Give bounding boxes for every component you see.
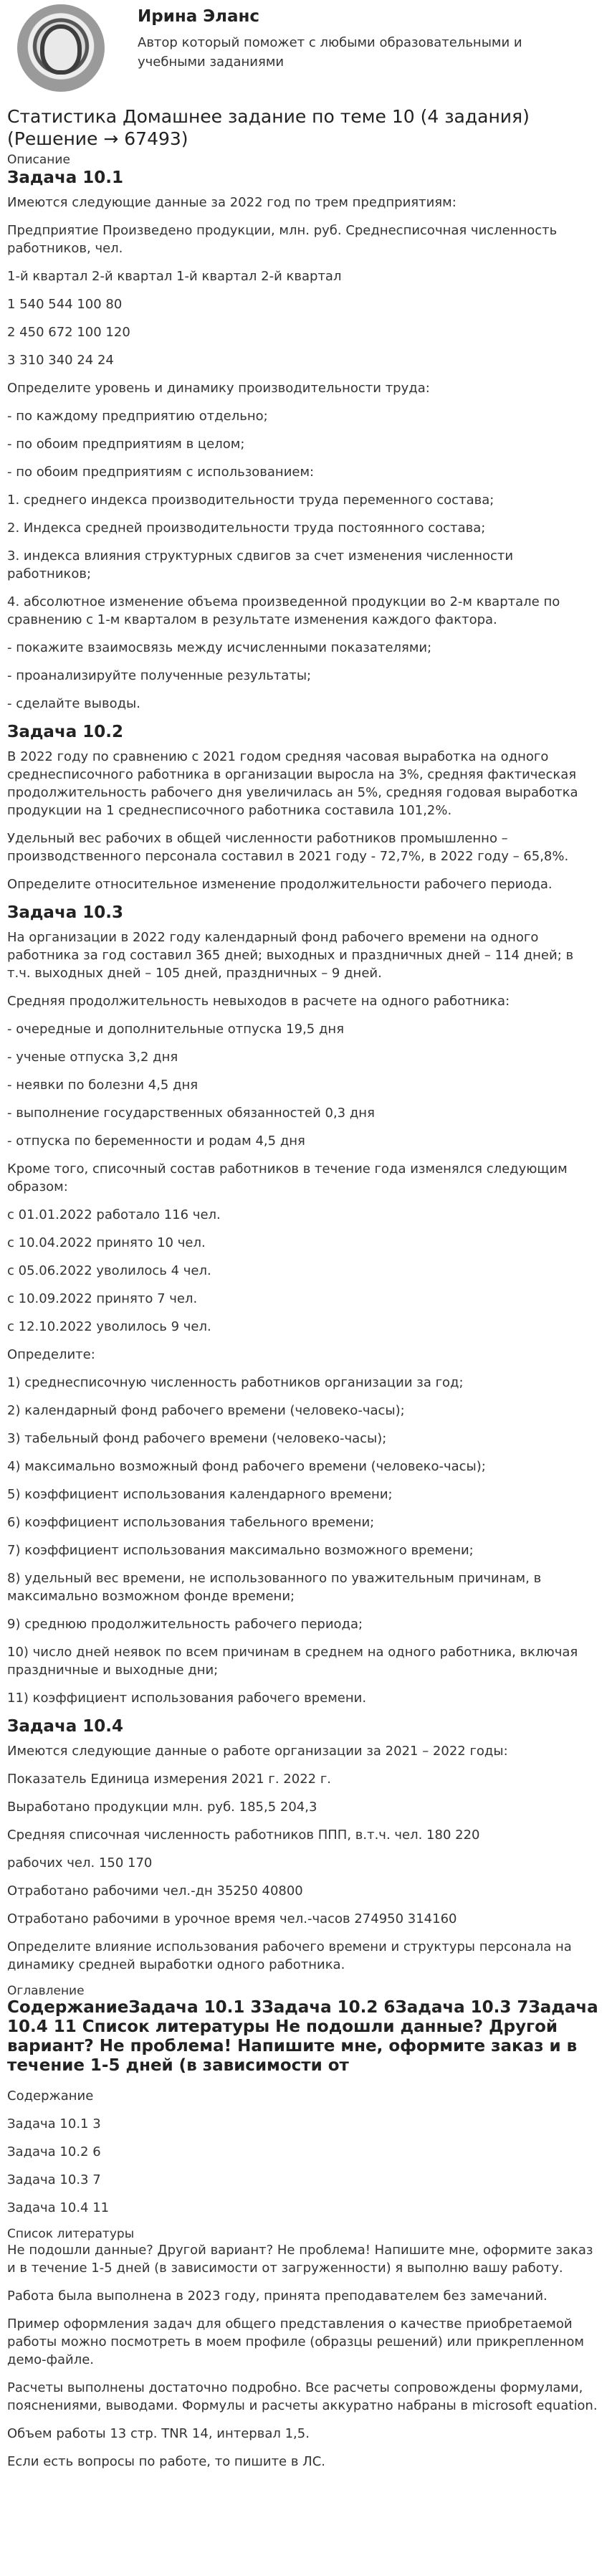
task-paragraph: - по каждому предприятию отдельно; <box>7 409 268 424</box>
task-paragraph: Отработано рабочими чел.-дн 35250 40800 <box>7 1883 303 1898</box>
task-paragraph: 2 450 672 100 120 <box>7 325 130 340</box>
task-paragraph: 1. среднего индекса производительности труда переменного состава; <box>7 493 494 508</box>
task-paragraph: с 05.06.2022 уволилось 4 чел. <box>7 1263 211 1278</box>
task-paragraph: Средняя продолжительность невыходов в расчете на одного работника: <box>7 994 510 1009</box>
task-section <box>7 168 600 713</box>
task-paragraph: 5) коэффициент использования календарного времени; <box>7 1487 393 1502</box>
task-paragraph: - ученые отпуска 3,2 дня <box>7 1050 178 1065</box>
task-paragraph: 3. индекса влияния структурных сдвигов за счет изменения численности работников; <box>7 548 514 581</box>
toc-title: Оглавление <box>7 1984 85 1998</box>
task-heading: Задача 10.1 <box>7 168 124 187</box>
toc-item: Задача 10.1 3 <box>7 2116 101 2131</box>
task-paragraph: Определите уровень и динамику производительности труда: <box>7 381 430 396</box>
task-heading: Задача 10.2 <box>7 723 124 741</box>
task-paragraph: с 10.09.2022 принято 7 чел. <box>7 1291 198 1306</box>
literature-paragraph: Не подошли данные? Другой вариант? Не проблема! Напишите мне, оформите заказ и в течение 1-5 дней (в зависимости от загруженности) я выполню вашу работу. <box>7 2243 593 2276</box>
task-paragraph: Показатель Единица измерения 2021 г. 2022 г. <box>7 1772 332 1787</box>
task-paragraph: - очередные и дополнительные отпуска 19,5 дня <box>7 1022 345 1037</box>
literature-paragraph: Объем работы 13 стр. TNR 14, интервал 1,5. <box>7 2426 310 2441</box>
task-paragraph: 3) табельный фонд рабочего времени (человеко-часы); <box>7 1431 387 1446</box>
task-paragraph: - проанализируйте полученные результаты; <box>7 668 312 683</box>
toc-item: Задача 10.4 11 <box>7 2200 110 2215</box>
task-paragraph: - неявки по болезни 4,5 дня <box>7 1078 199 1093</box>
task-heading: Задача 10.3 <box>7 903 124 922</box>
task-paragraph: - по обоим предприятиям с использованием: <box>7 465 315 480</box>
task-paragraph: 6) коэффициент использования табельного времени; <box>7 1515 375 1530</box>
task-paragraph: 2. Индекса средней производительности труда постоянного состава; <box>7 521 486 536</box>
task-paragraph: 3 310 340 24 24 <box>7 353 114 368</box>
task-heading: Задача 10.4 <box>7 1717 124 1736</box>
task-paragraph: - по обоим предприятиям в целом; <box>7 437 245 452</box>
author-description: Автор который поможет с любыми образовательными и учебными заданиями <box>138 35 522 70</box>
task-paragraph: Кроме того, списочный состав работников в течение года изменялся следующим образом: <box>7 1161 568 1194</box>
toc-list <box>7 2087 600 2217</box>
literature-paragraph: Работа была выполнена в 2023 году, принята преподавателем без замечаний. <box>7 2289 548 2304</box>
toc-item: Содержание <box>7 2088 94 2104</box>
task-paragraph: 7) коэффициент использования максимально возможного времени; <box>7 1543 474 1558</box>
task-paragraph: Предприятие Произведено продукции, млн. руб. Среднесписочная численность работников, чел. <box>7 223 558 256</box>
task-paragraph: - отпуска по беременности и родам 4,5 дня <box>7 1133 305 1149</box>
task-paragraph: - выполнение государственных обязанностей 0,3 дня <box>7 1106 375 1121</box>
task-paragraph: В 2022 году по сравнению с 2021 годом средняя часовая выработка на одного среднесписочного работника в организации выросла на 3%, средняя фактическая продолжительность рабочего дня увеличилась ан 5%, средняя годовая выработка продукции на 1 среднесписочного работника составила 101,2%. <box>7 749 578 818</box>
literature-text <box>7 2241 600 2471</box>
task-paragraph: рабочих чел. 150 170 <box>7 1855 153 1871</box>
toc-item: Задача 10.2 6 <box>7 2144 101 2159</box>
document-title: Статистика Домашнее задание по теме 10 (4 задания) (Решение → 67493) <box>7 106 530 149</box>
task-paragraph: Отработано рабочими в урочное время чел.-часов 274950 314160 <box>7 1911 457 1926</box>
task-paragraph: 1 540 544 100 80 <box>7 297 123 312</box>
task-paragraph: 2) календарный фонд рабочего времени (человеко-часы); <box>7 1403 405 1418</box>
literature-paragraph: Если есть вопросы по работе, то пишите в ЛС. <box>7 2454 326 2469</box>
task-section <box>7 903 600 1707</box>
task-paragraph: с 10.04.2022 принято 10 чел. <box>7 1235 206 1250</box>
toc-item: Задача 10.3 7 <box>7 2172 101 2187</box>
task-paragraph: Имеются следующие данные за 2022 год по трем предприятиям: <box>7 195 457 210</box>
task-paragraph: 1) среднесписочную численность работников организации за год; <box>7 1375 464 1390</box>
avatar-face <box>44 29 77 70</box>
author-name[interactable]: Ирина Эланс <box>138 7 260 26</box>
task-paragraph: - покажите взаимосвязь между исчисленными показателями; <box>7 640 432 655</box>
task-section <box>7 723 600 893</box>
task-paragraph: 4. абсолютное изменение объема произведенной продукции во 2-м квартале по сравнению с 1-м кварталом в результате изменения каждого фактора. <box>7 594 560 627</box>
toc-heading: СодержаниеЗадача 10.1 3Задача 10.2 6Задача 10.3 7Задача 10.4 11 Список литературы Не подошли данные? Другой вариант? Не проблема! Напишите мне, оформите заказ и в течение 1-5 дней (в зависимости от <box>7 1998 598 2075</box>
task-paragraph: 10) число дней неявок по всем причинам в среднем на одного работника, включая праздничные и выходные дни; <box>7 1645 578 1678</box>
task-paragraph: - сделайте выводы. <box>7 696 140 711</box>
task-paragraph: с 01.01.2022 работало 116 чел. <box>7 1207 221 1222</box>
task-paragraph: 4) максимально возможный фонд рабочего времени (человеко-часы); <box>7 1459 486 1474</box>
task-paragraph: 11) коэффициент использования рабочего времени. <box>7 1691 367 1706</box>
task-paragraph: Средняя списочная численность работников ППП, в.т.ч. чел. 180 220 <box>7 1828 480 1843</box>
task-section <box>7 1717 600 1974</box>
task-paragraph: 1-й квартал 2-й квартал 1-й квартал 2-й квартал <box>7 269 342 284</box>
task-paragraph: Определите относительное изменение продолжительности рабочего периода. <box>7 877 553 892</box>
tasks-container <box>7 168 600 1974</box>
task-paragraph: Выработано продукции млн. руб. 185,5 204,3 <box>7 1800 317 1815</box>
author-avatar[interactable] <box>17 4 105 92</box>
task-paragraph: Определите влияние использования рабочего времени и структуры персонала на динамику средней выработки одного работника. <box>7 1939 572 1972</box>
task-paragraph: 9) среднюю продолжительность рабочего периода; <box>7 1617 363 1632</box>
literature-paragraph: Расчеты выполнены достаточно подробно. Все расчеты сопровождены формулами, пояснениями, выводами. Формулы и расчеты аккуратно набраны в microsoft equation. <box>7 2380 598 2413</box>
author-card <box>7 0 600 97</box>
task-paragraph: 8) удельный вес времени, не использованного по уважительным причинам, в максимально возможном фонде времени; <box>7 1571 542 1604</box>
description-label: Описание <box>7 153 70 167</box>
literature-label: Список литературы <box>7 2227 135 2241</box>
task-paragraph: На организации в 2022 году календарный фонд рабочего времени на одного работника за год составил 365 дней; выходных и праздничных дней – 114 дней; в т.ч. выходных дней – 105 дней, праздничных – 9 дней. <box>7 930 574 981</box>
task-paragraph: Имеются следующие данные о работе организации за 2021 – 2022 годы: <box>7 1744 508 1759</box>
task-paragraph: Удельный вес рабочих в общей численности работников промышленно – производственного персонала составил в 2021 году - 72,7%, в 2022 году – 65,8%. <box>7 831 569 864</box>
literature-paragraph: Пример оформления задач для общего представления о качестве приобретаемой работы можно посмотреть в моем профиле (образцы решений) или прикрепленном демо-файле. <box>7 2316 584 2367</box>
task-paragraph: Определите: <box>7 1347 95 1362</box>
task-paragraph: с 12.10.2022 уволилось 9 чел. <box>7 1319 211 1334</box>
